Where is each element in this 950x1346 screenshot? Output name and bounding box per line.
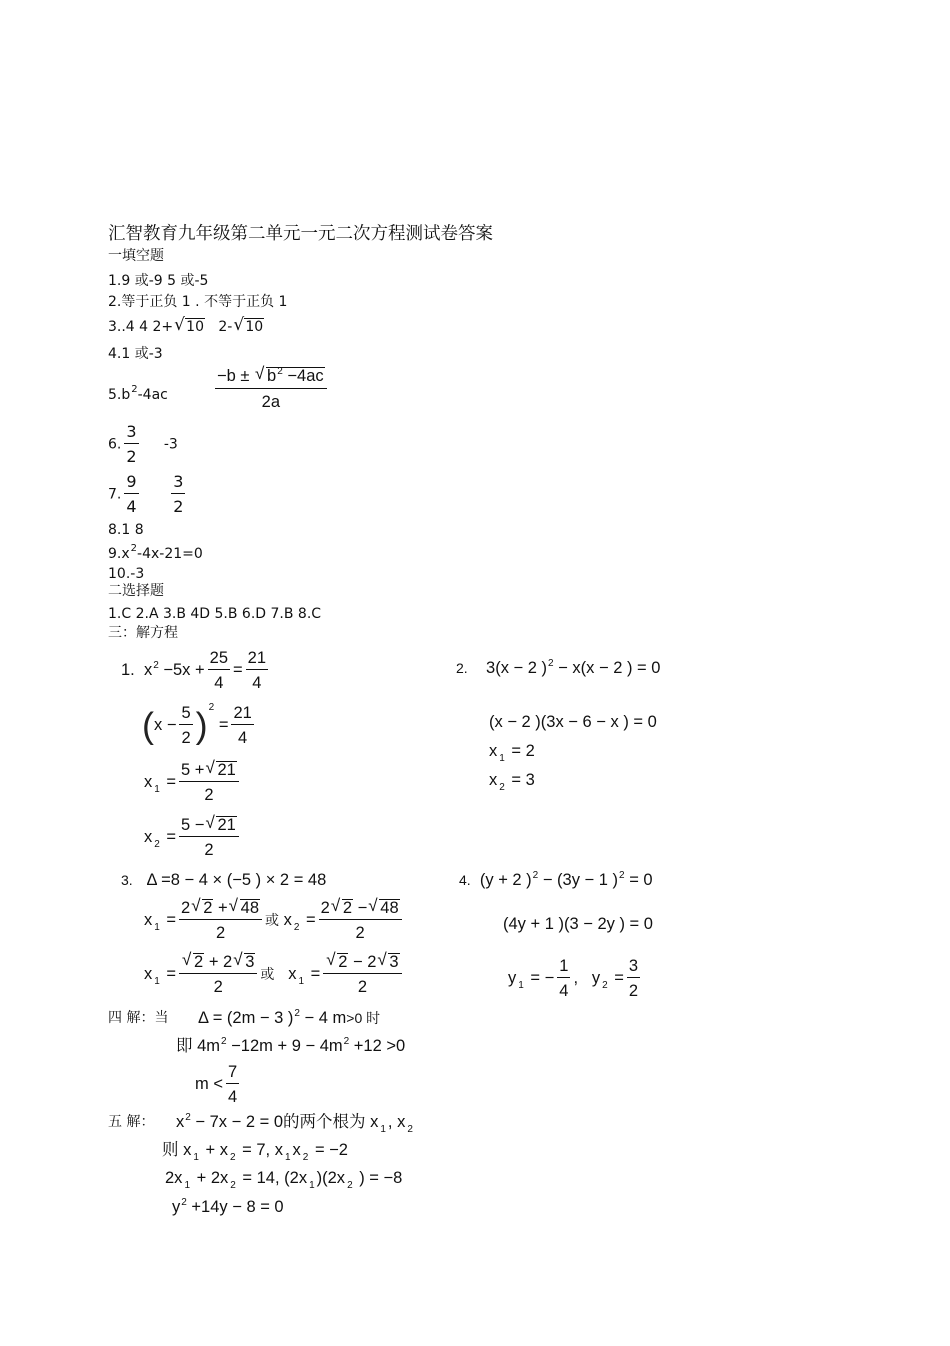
var-x: x xyxy=(489,742,498,760)
s4-l2-b: −12m + 9 − 4m xyxy=(231,1037,343,1055)
answer-3 xyxy=(108,318,264,336)
section-5-line-4 xyxy=(172,1197,284,1220)
superscript: 2 xyxy=(185,1112,191,1123)
left-paren: ( xyxy=(142,704,154,746)
subscript: 2 xyxy=(293,921,300,933)
radicand: 3 xyxy=(245,953,255,971)
p4-equals-zero: = 0 xyxy=(629,871,653,889)
s5-comma-x: , x xyxy=(387,1113,406,1131)
denominator: 2 xyxy=(181,729,191,747)
fraction xyxy=(179,760,239,805)
s5-l3-b: + 2x xyxy=(196,1169,229,1187)
section-4-line-3 xyxy=(195,1062,242,1107)
denominator: 2 xyxy=(204,841,214,859)
problem-1-x2 xyxy=(144,815,242,860)
section-choice-header: 二选择题 xyxy=(108,583,164,599)
fraction xyxy=(208,648,230,693)
denominator: 4 xyxy=(126,497,137,516)
problem-3-line-3 xyxy=(144,952,405,997)
numerator: 9 xyxy=(124,472,138,494)
s4-l2-a: 即 4m xyxy=(176,1037,221,1055)
denominator: 4 xyxy=(214,674,224,692)
p4-term-b: − (3y − 1 ) xyxy=(542,871,619,889)
fraction xyxy=(179,703,192,748)
superscript: 2 xyxy=(221,1036,227,1047)
operator: + xyxy=(218,899,228,917)
subscript: 2 xyxy=(229,1152,236,1163)
s5-x: x xyxy=(176,1113,185,1131)
section-fill-blank-header: 一填空题 xyxy=(108,248,164,264)
superscript: 2 xyxy=(294,1008,300,1019)
s5-l2-b: + x xyxy=(205,1141,228,1159)
problem-2-line-2: (x − 2 )(3x − 6 − x ) = 0 xyxy=(489,713,657,731)
denominator: 4 xyxy=(238,729,248,747)
denominator: 4 xyxy=(227,1088,238,1106)
problem-2-label: 2. xyxy=(456,660,468,676)
numerator xyxy=(215,366,327,389)
numerator-text: 5 − xyxy=(181,816,205,834)
p2-term-b: − x(x − 2 ) = 0 xyxy=(558,659,661,677)
denominator: 2 xyxy=(204,786,214,804)
radicand: 48 xyxy=(240,899,260,917)
quadratic-formula xyxy=(212,366,330,412)
answer-5 xyxy=(108,386,168,406)
numerator xyxy=(179,815,239,837)
s4-l2-c: +12 >0 xyxy=(353,1037,406,1055)
section-5-line-1 xyxy=(176,1112,415,1135)
answer-5-tail: -4ac xyxy=(137,387,168,403)
p4-term-a: (y + 2 ) xyxy=(479,871,532,889)
numerator xyxy=(179,898,262,920)
radicand: 2 xyxy=(342,899,353,917)
answer-3-mid: 2- xyxy=(218,319,233,335)
radicand: 10 xyxy=(186,319,204,335)
equals: = xyxy=(166,910,177,929)
s5-l3-d: )(2x xyxy=(316,1169,346,1187)
section-5-label: 五 解： xyxy=(108,1114,155,1130)
denominator: 4 xyxy=(559,982,569,1000)
fraction xyxy=(319,898,402,943)
document-title: 汇智教育九年级第二单元一元二次方程测试卷答案 xyxy=(108,224,493,244)
numerator: 21 xyxy=(246,648,268,670)
problem-3-line-1 xyxy=(121,870,326,890)
numerator: 25 xyxy=(208,648,230,670)
equals: = xyxy=(233,660,243,679)
answer-1: 1.9 或-9 5 或-5 xyxy=(108,273,209,289)
section-4-label: 四 解：当 xyxy=(108,1010,169,1026)
s5-l3-e: ) = −8 xyxy=(359,1169,403,1187)
subscript: 1 xyxy=(284,1152,291,1163)
subscript: 1 xyxy=(380,1124,386,1135)
section-solve-header: 三：解方程 xyxy=(108,625,178,641)
equals-minus: = − xyxy=(530,968,555,987)
sqrt-symbol xyxy=(368,898,399,918)
section-5-line-3 xyxy=(165,1168,402,1191)
radicand-tail: −4ac xyxy=(287,367,324,385)
numerator: 3 xyxy=(124,422,138,444)
subscript: 1 xyxy=(309,1180,315,1191)
sqrt-symbol xyxy=(233,318,264,336)
answer-4: 4.1 或-3 xyxy=(108,346,163,362)
p1-minus-5x: −5x + xyxy=(163,660,205,679)
var-x: x xyxy=(283,910,292,929)
section-4-line-2 xyxy=(176,1036,405,1059)
denominator: 2 xyxy=(213,978,223,996)
sqrt-symbol xyxy=(233,952,255,972)
numerator: 7 xyxy=(226,1062,239,1084)
s4-discriminant: Δ = (2m − 3 ) xyxy=(198,1009,294,1027)
problem-1-line-1 xyxy=(121,648,271,693)
sqrt-symbol xyxy=(205,815,236,835)
answer-7 xyxy=(108,472,188,517)
radicand xyxy=(266,367,325,387)
denominator: 2 xyxy=(173,497,184,516)
coefficient: 2 xyxy=(320,899,330,917)
sqrt-symbol xyxy=(182,952,204,972)
problem-1-x1 xyxy=(144,760,242,805)
radicand: 3 xyxy=(389,953,399,971)
subscript: 1 xyxy=(154,783,160,795)
equals: = xyxy=(166,964,177,983)
p2-term-a: 3(x − 2 ) xyxy=(486,659,548,677)
s5-l3-a: 2x xyxy=(165,1169,183,1187)
answer-3-label: 3..4 4 2+ xyxy=(108,319,174,335)
problem-4-solutions xyxy=(508,956,643,1001)
subscript: 1 xyxy=(154,975,160,987)
superscript: 2 xyxy=(131,384,138,395)
superscript: 2 xyxy=(130,543,138,554)
subscript: 2 xyxy=(407,1124,413,1135)
fraction xyxy=(215,366,327,412)
right-paren: ) xyxy=(195,704,208,746)
problem-2-x1 xyxy=(489,741,535,764)
answer-7-label: 7. xyxy=(108,486,122,503)
problem-4-line-1 xyxy=(459,870,653,893)
fraction xyxy=(557,956,570,1001)
discriminant: Δ =8 − 4 × (−5 ) × 2 = 48 xyxy=(146,871,327,889)
subscript: 2 xyxy=(347,1180,353,1191)
coefficient: 2 xyxy=(181,899,191,917)
var-x: x xyxy=(489,771,498,789)
answer-6 xyxy=(108,422,178,467)
subscript: 1 xyxy=(184,1180,190,1191)
sqrt-symbol xyxy=(255,366,325,387)
superscript: 2 xyxy=(208,701,215,713)
fraction xyxy=(179,898,262,943)
numerator-text: 5 + xyxy=(181,761,205,779)
problem-3-line-2 xyxy=(144,898,405,943)
superscript: 2 xyxy=(619,870,625,881)
fraction xyxy=(246,648,268,693)
formula-minus-b: −b ± xyxy=(217,367,250,385)
problem-2-line-1 xyxy=(456,658,660,681)
denominator: 2 xyxy=(628,982,639,1000)
problem-1-label: 1. xyxy=(121,660,135,679)
var-y: y xyxy=(508,968,517,987)
fraction xyxy=(179,952,257,997)
denominator: 4 xyxy=(252,674,262,692)
subscript: 2 xyxy=(499,782,505,793)
s5-l2-c: = 7, x xyxy=(242,1141,283,1159)
value: = 2 xyxy=(511,742,535,760)
numerator xyxy=(179,952,257,974)
subscript: 1 xyxy=(499,753,505,764)
fraction xyxy=(323,952,401,997)
s4-m-less: m < xyxy=(195,1074,223,1093)
var-x: x xyxy=(144,964,153,983)
subscript: 1 xyxy=(518,979,524,991)
choice-answers: 1.C 2.A 3.B 4D 5.B 6.D 7.B 8.C xyxy=(108,606,322,622)
fraction xyxy=(226,1062,239,1107)
equals: = xyxy=(306,910,316,929)
fraction xyxy=(124,422,138,467)
answer-5-label: 5.b xyxy=(108,387,131,403)
s5-l4-y: y xyxy=(172,1198,181,1216)
equals: = xyxy=(166,827,177,846)
equals: = xyxy=(166,772,177,791)
subscript: 2 xyxy=(230,1180,236,1191)
s5-equation: − 7x − 2 = 0的两个根为 x xyxy=(195,1113,379,1131)
numerator xyxy=(319,898,402,920)
radicand: 21 xyxy=(217,761,236,779)
fraction xyxy=(627,956,640,1001)
subscript: 2 xyxy=(602,979,608,991)
s5-l3-c: = 14, (2x xyxy=(242,1169,308,1187)
var-y: y xyxy=(591,968,601,987)
subscript: 2 xyxy=(302,1152,309,1163)
superscript: 2 xyxy=(548,658,554,669)
subscript: 1 xyxy=(154,921,160,933)
numerator: 5 xyxy=(179,703,192,725)
subscript: 1 xyxy=(298,975,304,987)
denominator: 2 xyxy=(355,924,365,942)
answer-8: 8.1 8 xyxy=(108,522,144,538)
denominator: 2 xyxy=(126,447,137,466)
radicand: 2 xyxy=(338,953,348,971)
or-word: 或 xyxy=(265,911,280,928)
superscript: 2 xyxy=(153,659,159,671)
operator: − 2 xyxy=(353,953,377,971)
numerator: 21 xyxy=(231,703,253,725)
radicand: 48 xyxy=(380,899,399,917)
var-x: x xyxy=(144,910,153,929)
fraction xyxy=(179,815,239,860)
operator: + 2 xyxy=(208,953,233,971)
superscript: 2 xyxy=(532,870,539,881)
equals: = xyxy=(218,715,229,734)
problem-1-line-2 xyxy=(142,703,257,748)
sqrt-symbol xyxy=(326,952,348,972)
answer-9-a: 9.x xyxy=(108,546,130,562)
fraction xyxy=(231,703,253,748)
subscript: 1 xyxy=(193,1152,199,1163)
section-5-line-2 xyxy=(162,1140,348,1163)
denominator: 2a xyxy=(261,393,280,411)
sqrt-symbol xyxy=(229,898,260,918)
problem-4-label: 4. xyxy=(459,872,471,888)
radicand-b: b xyxy=(267,367,277,385)
s4-minus-4m: − 4 m xyxy=(304,1009,347,1027)
sqrt-symbol xyxy=(377,952,399,972)
s4-condition: >0 时 xyxy=(346,1010,381,1026)
section-4-line-1 xyxy=(198,1008,380,1031)
radicand: 2 xyxy=(194,953,204,971)
var-x: x xyxy=(144,827,153,846)
p1-x: x xyxy=(143,660,153,679)
p1-x-minus: x − xyxy=(154,715,177,734)
operator: − xyxy=(357,899,368,917)
sqrt-symbol xyxy=(191,898,213,918)
comma: , xyxy=(573,968,579,987)
numerator: 3 xyxy=(627,956,640,978)
value: = 3 xyxy=(511,771,535,789)
denominator: 2 xyxy=(215,924,226,942)
s5-l2-d: x xyxy=(292,1141,301,1159)
radicand: 10 xyxy=(245,319,264,335)
numerator: 1 xyxy=(557,956,570,978)
var-x: x xyxy=(288,964,297,983)
superscript: 2 xyxy=(181,1197,187,1208)
numerator: 3 xyxy=(171,472,185,494)
problem-4-line-2: (4y + 1 )(3 − 2y ) = 0 xyxy=(503,915,653,933)
superscript: 2 xyxy=(277,366,283,377)
radicand: 21 xyxy=(217,816,236,834)
answer-9-b: -4x-21=0 xyxy=(137,546,203,562)
fraction xyxy=(171,472,185,517)
answer-6-label: 6. xyxy=(108,436,122,453)
var-x: x xyxy=(144,772,153,791)
subscript: 2 xyxy=(154,838,160,850)
equals: = xyxy=(614,968,624,987)
answer-2: 2.等于正负 1 . 不等于正负 1 xyxy=(108,294,288,310)
sqrt-symbol xyxy=(174,318,205,336)
radicand: 2 xyxy=(203,899,213,917)
s5-l2-e: = −2 xyxy=(314,1141,348,1159)
fraction xyxy=(124,472,138,517)
problem-3-label: 3. xyxy=(121,872,133,888)
denominator: 2 xyxy=(357,978,368,996)
answer-10: 10.-3 xyxy=(108,566,145,582)
s5-l2-a: 则 x xyxy=(162,1141,192,1159)
superscript: 2 xyxy=(343,1036,350,1047)
or-word: 或 xyxy=(260,965,275,982)
s5-l4-rest: +14y − 8 = 0 xyxy=(191,1198,284,1216)
problem-2-x2 xyxy=(489,770,535,793)
answer-6-tail: -3 xyxy=(163,436,178,453)
sqrt-symbol xyxy=(205,760,236,780)
sqrt-symbol xyxy=(331,898,353,918)
numerator xyxy=(179,760,239,782)
answer-9 xyxy=(108,545,203,565)
equals: = xyxy=(310,964,321,983)
numerator xyxy=(323,952,401,974)
